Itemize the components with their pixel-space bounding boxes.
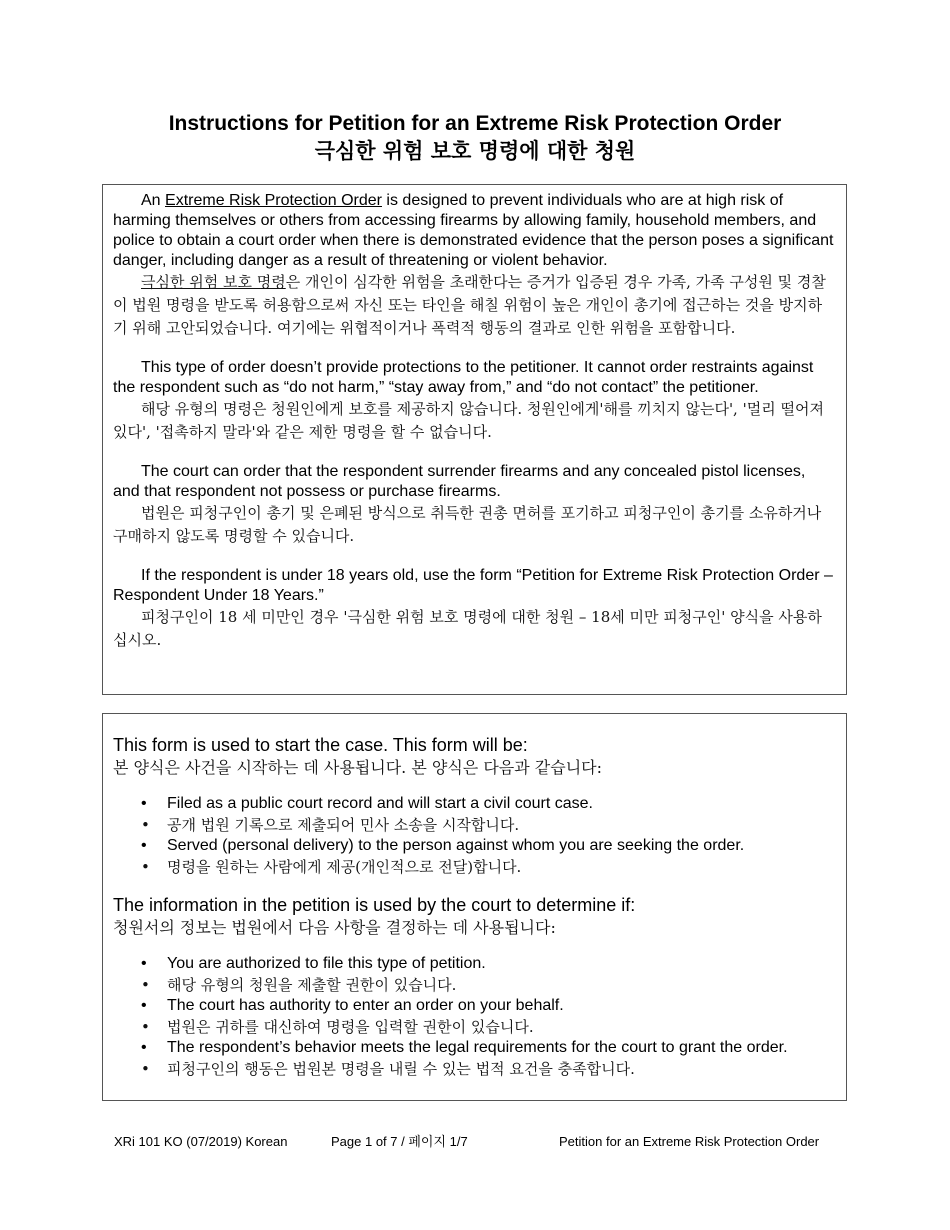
title-korean: 극심한 위험 보호 명령에 대한 청원 [314, 139, 636, 163]
intro-paragraph-2-ko: 해당 유형의 명령은 청원인에게 보호를 제공하지 않습니다. 청원인에게'해를 끼치지 않는다', '멀리 떨어져 있다', '접촉하지 말라'와 같은 제한 명령을 할 수 없습니다. [113, 400, 824, 441]
intro-p1-lead: An [141, 192, 166, 209]
list-item [141, 1038, 836, 1058]
list-item [141, 996, 836, 1016]
usage-heading-2-ko: 청원서의 정보는 법원에서 다음 사항을 결정하는 데 사용됩니다: [113, 918, 556, 937]
footer-page-number: Page 1 of 7 / 페이지 1/7 [331, 1134, 468, 1149]
list-item-text: 법원은 귀하를 대신하여 명령을 입력할 권한이 있습니다. [167, 1018, 534, 1036]
intro-p1-rest: is designed to prevent individuals who are at high risk of harming themselves or others from accessing firearms by allowing family, household members, and police to obtain a court order when there is demonstrated evidence that the person poses a significant danger, including danger as a result of threatening or violent behavior. [113, 192, 834, 269]
bullet: • [141, 1018, 150, 1036]
bullet: • [141, 858, 150, 876]
bullet: • [141, 795, 147, 812]
intro-paragraph-1 [113, 191, 836, 271]
title-english: Instructions for Petition for an Extreme Risk Protection Order [168, 112, 782, 135]
intro-box [102, 184, 847, 695]
erpo-term: Extreme Risk Protection Order [165, 192, 382, 209]
list-item [141, 814, 836, 836]
usage-box [102, 713, 847, 1101]
bullet: • [141, 837, 147, 854]
intro-paragraph-3: The court can order that the respondent surrender firearms and any concealed pistol licenses, and that respondent not possess or purchase firearms. [113, 463, 806, 500]
bullet: • [141, 1039, 147, 1056]
bullet: • [141, 955, 147, 972]
list-item [141, 794, 836, 814]
list-item-text: Served (personal delivery) to the person against whom you are seeking the order. [167, 837, 745, 854]
list-item-text: The court has authority to enter an order on your behalf. [167, 997, 564, 1014]
intro-paragraph-1-ko [113, 271, 836, 340]
bullet: • [141, 976, 150, 994]
list-item [141, 954, 836, 974]
intro-p1-ko-rest: 은 개인이 심각한 위험을 초래한다는 증거가 입증된 경우 가족, 가족 구성원 및 경찰이 법원 명령을 받도록 허용함으로써 자신 또는 타인을 해칠 위험이 높은 개인이 총기에 접근하는 것을 방지하기 위해 고안되었습니다. 여기에는 위협적이거나 폭력적 행동의 결과로 인한 위험을 포함합니다. [113, 273, 826, 337]
list-item [141, 856, 836, 878]
list-item-text: 명령을 원하는 사람에게 제공(개인적으로 전달)합니다. [167, 858, 522, 876]
footer-form-name: Petition for an Extreme Risk Protection Order [559, 1134, 820, 1149]
usage-list-1 [113, 794, 836, 878]
list-item-text: Filed as a public court record and will start a civil court case. [167, 795, 593, 812]
intro-paragraph-2: This type of order doesn’t provide protections to the petitioner. It cannot order restraints against the respondent such as “do not harm,” “stay away from,” and “do not contact” the petitioner. [113, 359, 814, 396]
usage-heading-2: The information in the petition is used by the court to determine if: [113, 895, 636, 915]
usage-heading-1: This form is used to start the case. This form will be: [113, 735, 528, 755]
footer-form-id: XRi 101 KO (07/2019) Korean [114, 1134, 288, 1149]
intro-paragraph-4-ko: 피청구인이 18 세 미만인 경우 '극심한 위험 보호 명령에 대한 청원 – 18세 미만 피청구인' 양식을 사용하십시오. [113, 608, 822, 649]
list-item [141, 974, 836, 996]
usage-heading-1-ko: 본 양식은 사건을 시작하는 데 사용됩니다. 본 양식은 다음과 같습니다: [113, 758, 603, 777]
list-item [141, 836, 836, 856]
document-title [0, 111, 950, 165]
list-item-text: You are authorized to file this type of petition. [167, 955, 486, 972]
usage-list-2 [113, 954, 836, 1080]
list-item-text: 공개 법원 기록으로 제출되어 민사 소송을 시작합니다. [167, 816, 520, 834]
list-item-text: 피청구인의 행동은 법원본 명령을 내릴 수 있는 법적 요건을 충족합니다. [167, 1060, 635, 1078]
list-item [141, 1058, 836, 1080]
bullet: • [141, 997, 147, 1014]
list-item-text: The respondent’s behavior meets the legal requirements for the court to grant the order. [167, 1039, 788, 1056]
intro-paragraph-3-ko: 법원은 피청구인이 총기 및 은폐된 방식으로 취득한 권총 면허를 포기하고 피청구인이 총기를 소유하거나 구매하지 않도록 명령할 수 있습니다. [113, 504, 822, 545]
intro-paragraph-4: If the respondent is under 18 years old, use the form “Petition for Extreme Risk Protection Order – Respondent Under 18 Years.” [113, 567, 833, 604]
bullet: • [141, 1060, 150, 1078]
list-item-text: 해당 유형의 청원을 제출할 권한이 있습니다. [167, 976, 457, 994]
bullet: • [141, 816, 150, 834]
erpo-term-ko: 극심한 위험 보호 명령 [141, 273, 286, 291]
list-item [141, 1016, 836, 1038]
